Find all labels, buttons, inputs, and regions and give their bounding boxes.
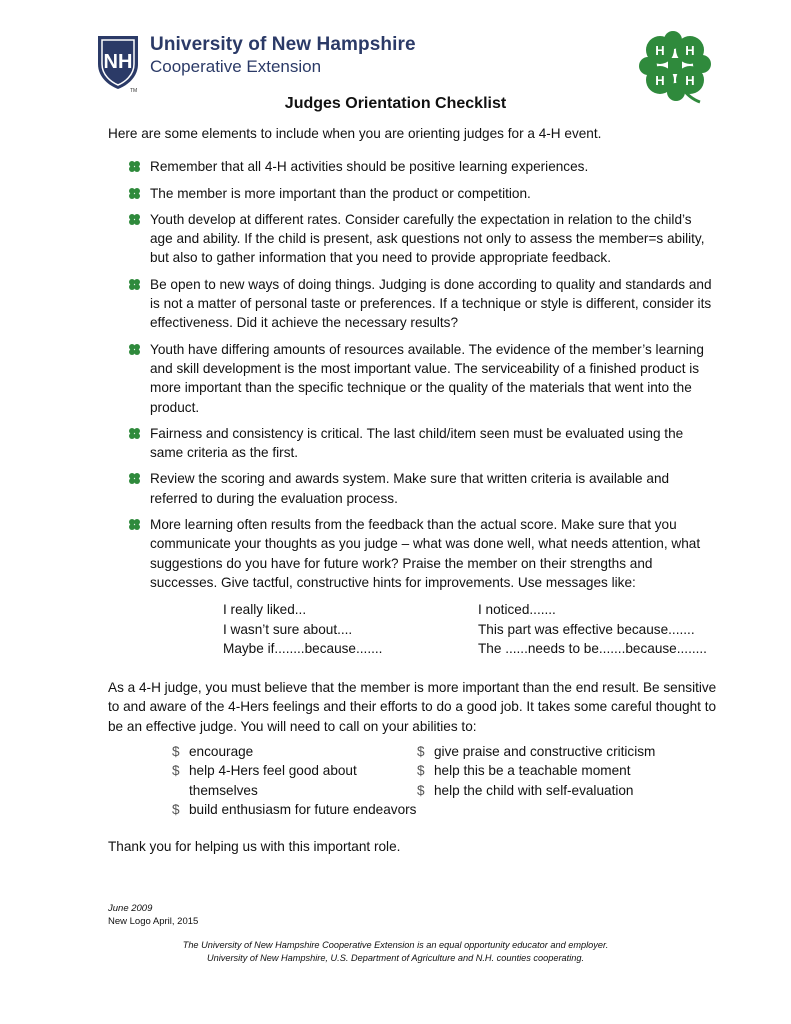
clover-bullet-icon bbox=[128, 160, 141, 173]
ability-item bbox=[172, 761, 417, 800]
list-item-text: Fairness and consistency is critical. The last child/item seen must be evaluated using the same criteria as the first. bbox=[150, 425, 684, 461]
list-item-text: The member is more important than the product or competition. bbox=[150, 185, 531, 201]
list-item bbox=[128, 184, 718, 203]
example-message: I noticed....... bbox=[478, 602, 556, 618]
4h-clover-icon bbox=[638, 30, 712, 104]
page-title: Judges Orientation Checklist bbox=[284, 95, 507, 112]
thanks-text: Thank you for helping us with this important role. bbox=[108, 839, 401, 855]
clover-bullet-icon bbox=[128, 213, 141, 226]
unh-shield-icon bbox=[96, 34, 140, 90]
shield-letters: NH bbox=[103, 51, 133, 73]
ability-item bbox=[172, 800, 417, 819]
ability-item bbox=[172, 742, 417, 761]
list-item bbox=[128, 157, 718, 176]
ability-text: encourage bbox=[189, 744, 254, 760]
footer-line: The University of New Hampshire Cooperative Extension is an equal opportunity educator and employer. bbox=[182, 940, 609, 950]
list-item bbox=[128, 424, 718, 463]
clover-letter: H bbox=[685, 73, 695, 88]
clover-letter: H bbox=[655, 73, 665, 88]
letterhead bbox=[96, 34, 716, 104]
clover-bullet-icon bbox=[128, 278, 141, 291]
dollar-bullet-icon: $ bbox=[172, 763, 180, 779]
list-item-text: Youth develop at different rates. Consider carefully the expectation in relation to the child’s age and ability. If the child is present, ask questions not only to assess the member=s ability, but also to gather information that you need to provide appropriate feedback. bbox=[150, 211, 705, 266]
abilities-list bbox=[172, 742, 718, 819]
abilities-column-left bbox=[172, 742, 417, 819]
document-body bbox=[108, 124, 718, 857]
judge-paragraph: As a 4-H judge, you must believe that the member is more important than the end result. Be sensitive to and aware of the 4-Hers feelings and their efforts to do a good job. It takes some careful thought to be an effective judge. You will need to call on your abilities to: bbox=[108, 680, 717, 734]
example-message: I really liked... bbox=[223, 602, 307, 618]
ability-item bbox=[417, 742, 677, 761]
clover-bullet-icon bbox=[128, 187, 141, 200]
abilities-column-right bbox=[417, 742, 677, 819]
list-item-text: More learning often results from the feedback than the actual score. Make sure that you communicate your thoughts as you judge – what was done well, what needs attention, what suggestions do you have for future work? Praise the member on their strengths and successes. Give tactful, constructive hints for improvements. Use messages like: bbox=[150, 517, 701, 590]
list-item bbox=[128, 210, 718, 268]
example-message: This part was effective because....... bbox=[478, 621, 695, 637]
ability-item bbox=[417, 761, 677, 780]
footer bbox=[0, 939, 791, 965]
example-messages bbox=[223, 600, 718, 658]
dollar-bullet-icon: $ bbox=[417, 744, 425, 760]
ability-text: help 4-Hers feel good about themselves bbox=[189, 763, 357, 798]
dollar-bullet-icon: $ bbox=[172, 744, 180, 760]
example-message: The ......needs to be.......because........ bbox=[478, 640, 707, 656]
list-item bbox=[128, 469, 718, 508]
dollar-bullet-icon: $ bbox=[172, 801, 180, 817]
intro-text: Here are some elements to include when you are orienting judges for a 4-H event. bbox=[108, 126, 602, 141]
list-item bbox=[128, 275, 718, 333]
unh-logo bbox=[96, 34, 416, 94]
clover-letter: H bbox=[685, 43, 695, 58]
footer-line: University of New Hampshire, U.S. Department of Agriculture and N.H. counties cooperating. bbox=[206, 953, 585, 963]
date-text: June 2009 bbox=[108, 903, 153, 914]
clover-bullet-icon bbox=[128, 427, 141, 440]
clover-bullet-icon bbox=[128, 518, 141, 531]
new-logo-text: New Logo April, 2015 bbox=[108, 916, 199, 927]
ability-text: help this be a teachable moment bbox=[434, 763, 631, 779]
dollar-bullet-icon: $ bbox=[417, 782, 425, 798]
example-message: Maybe if........because....... bbox=[223, 640, 383, 656]
ability-item bbox=[417, 781, 677, 800]
revision-dates bbox=[108, 902, 198, 928]
org-name: University of New Hampshire bbox=[150, 34, 416, 55]
clover-bullet-icon bbox=[128, 472, 141, 485]
list-item-text: Remember that all 4-H activities should be positive learning experiences. bbox=[150, 159, 589, 175]
clover-letter: H bbox=[655, 43, 665, 58]
list-item bbox=[128, 515, 718, 658]
list-item bbox=[128, 340, 718, 417]
ability-text: build enthusiasm for future endeavors bbox=[189, 801, 417, 817]
dollar-bullet-icon: $ bbox=[417, 763, 425, 779]
org-subtitle: Cooperative Extension bbox=[150, 57, 322, 76]
list-item-text: Youth have differing amounts of resources available. The evidence of the member’s learning and skill development is the most important value. The serviceability of a finished product is more important than the specific technique or the quality of the materials that went into the product. bbox=[150, 341, 704, 415]
clover-bullet-icon bbox=[128, 343, 141, 356]
checklist bbox=[108, 157, 718, 658]
ability-text: help the child with self-evaluation bbox=[434, 782, 634, 798]
ability-text: give praise and constructive criticism bbox=[434, 744, 656, 760]
list-item-text: Be open to new ways of doing things. Judging is done according to quality and standards and is not a matter of personal taste or preferences. If a technique or style is different, consider its effectiveness. Did it achieve the necessary results? bbox=[150, 276, 712, 331]
trademark: TM bbox=[130, 88, 138, 94]
example-message: I wasn’t sure about.... bbox=[223, 621, 353, 637]
list-item-text: Review the scoring and awards system. Make sure that written criteria is available and referred to during the evaluation process. bbox=[150, 471, 670, 506]
